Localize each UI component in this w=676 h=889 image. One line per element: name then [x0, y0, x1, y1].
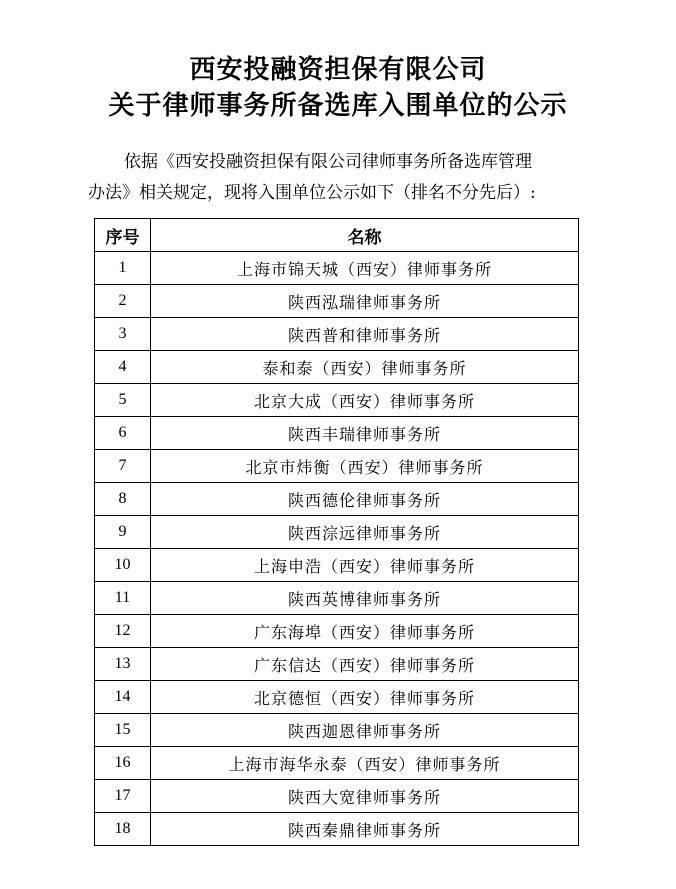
firm-name-cell: 北京市炜衡（西安）律师事务所 — [151, 450, 579, 483]
intro-line-2: 办法》相关规定，现将入围单位公示如下（排名不分先后）: — [88, 183, 536, 203]
firm-name-cell: 陕西泓瑞律师事务所 — [151, 285, 579, 318]
header-name: 名称 — [151, 219, 579, 252]
table-row — [95, 483, 579, 516]
table-row — [95, 516, 579, 549]
document-title-line1: 西安投融资担保有限公司 — [189, 55, 487, 85]
table-row — [95, 285, 579, 318]
serial-number-cell: 14 — [95, 681, 151, 714]
serial-number-cell: 7 — [95, 450, 151, 483]
firm-name-cell: 广东信达（西安）律师事务所 — [151, 648, 579, 681]
serial-number-cell: 13 — [95, 648, 151, 681]
table-row — [95, 648, 579, 681]
firm-name-cell: 北京大成（西安）律师事务所 — [151, 384, 579, 417]
serial-number-cell: 16 — [95, 747, 151, 780]
serial-number-cell: 6 — [95, 417, 151, 450]
firm-name-cell: 陕西大宽律师事务所 — [151, 780, 579, 813]
serial-number-cell: 1 — [95, 252, 151, 285]
intro-paragraph — [88, 147, 588, 209]
table-row — [95, 318, 579, 351]
table-row — [95, 582, 579, 615]
table-row — [95, 417, 579, 450]
serial-number-cell: 9 — [95, 516, 151, 549]
table-header-row — [95, 219, 579, 252]
table-row — [95, 813, 579, 846]
serial-number-cell: 12 — [95, 615, 151, 648]
document-title-line2: 关于律师事务所备选库入围单位的公示 — [108, 91, 568, 121]
firm-name-cell: 陕西德伦律师事务所 — [151, 483, 579, 516]
firm-name-cell: 陕西丰瑞律师事务所 — [151, 417, 579, 450]
table-row — [95, 780, 579, 813]
table-row — [95, 351, 579, 384]
serial-number-cell: 8 — [95, 483, 151, 516]
firm-name-cell: 陕西秦鼎律师事务所 — [151, 813, 579, 846]
serial-number-cell: 11 — [95, 582, 151, 615]
table-row — [95, 384, 579, 417]
firm-name-cell: 上海申浩（西安）律师事务所 — [151, 549, 579, 582]
firm-name-cell: 泰和泰（西安）律师事务所 — [151, 351, 579, 384]
table-row — [95, 681, 579, 714]
header-serial-number: 序号 — [95, 219, 151, 252]
table-row — [95, 450, 579, 483]
serial-number-cell: 15 — [95, 714, 151, 747]
table-row — [95, 252, 579, 285]
table-row — [95, 714, 579, 747]
serial-number-cell: 3 — [95, 318, 151, 351]
table-row — [95, 747, 579, 780]
firm-name-cell: 陕西迦恩律师事务所 — [151, 714, 579, 747]
firm-name-cell: 陕西淙远律师事务所 — [151, 516, 579, 549]
firm-name-cell: 广东海埠（西安）律师事务所 — [151, 615, 579, 648]
table-row — [95, 615, 579, 648]
serial-number-cell: 18 — [95, 813, 151, 846]
firm-name-cell: 上海市锦天城（西安）律师事务所 — [151, 252, 579, 285]
serial-number-cell: 5 — [95, 384, 151, 417]
serial-number-cell: 4 — [95, 351, 151, 384]
serial-number-cell: 10 — [95, 549, 151, 582]
intro-line-1: 依据《西安投融资担保有限公司律师事务所备选库管理 — [124, 152, 532, 172]
table-row — [95, 549, 579, 582]
firm-name-cell: 上海市海华永泰（西安）律师事务所 — [151, 747, 579, 780]
firm-name-cell: 陕西英博律师事务所 — [151, 582, 579, 615]
firm-name-cell: 陕西普和律师事务所 — [151, 318, 579, 351]
law-firm-table — [94, 218, 579, 846]
table-body — [95, 252, 579, 846]
serial-number-cell: 2 — [95, 285, 151, 318]
serial-number-cell: 17 — [95, 780, 151, 813]
firm-name-cell: 北京德恒（西安）律师事务所 — [151, 681, 579, 714]
